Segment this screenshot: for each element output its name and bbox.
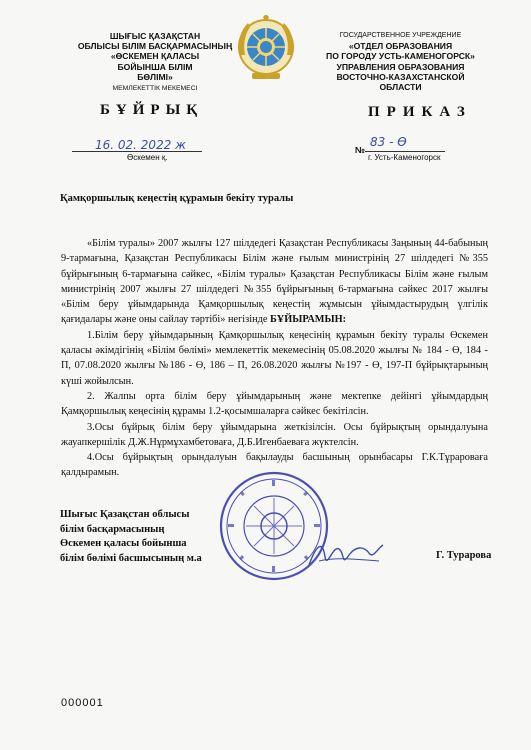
header-left-line: ШЫҒЫС ҚАЗАҚСТАН xyxy=(109,31,201,41)
body-item: 2. Жалпы орта білім беру ұйымдарының және мектепке дейінгі ұйымдардың Қамқоршылық кеңесінің құрамы 1.2-қосымшаларға сәйкес бекітілсін. xyxy=(61,390,488,418)
order-number: 83 - Ө xyxy=(370,135,407,149)
header-right-pre: ГОСУДАРСТВЕННОЕ УЧРЕЖДЕНИЕ xyxy=(339,32,462,39)
signature-line: білім бөлімі басшысының м.а xyxy=(60,552,202,564)
date-underline xyxy=(72,151,202,152)
body-item: 1.Білім беру ұйымдарының Қамқоршылық кеңесінің құрамын бекіту туралы Өскемен қаласы әкімдігінің «Білім бөлімі» мемлекеттік мекемесінің 05.08.2020 жылғы № 184 - Ө, 184 - П, 07.08.2020 жылғы №186 - Ө, 186 – П, 26.08.2020 жылғы №197 - Ө, 197-П бұйрықтарының күші жойылсын. xyxy=(61,329,488,387)
header-right-org xyxy=(298,31,503,92)
body-preamble xyxy=(61,236,488,328)
header-right-line: УПРАВЛЕНИЯ ОБРАЗОВАНИЯ xyxy=(336,61,465,72)
title-ru: ПРИКАЗ xyxy=(368,104,472,120)
signature-line: Өскемен қаласы бойынша xyxy=(60,538,187,549)
signature-line: білім басқармасының xyxy=(60,523,165,535)
header-right-line: ВОСТОЧНО-КАЗАХСТАНСКОЙ xyxy=(336,71,465,82)
signer-name: Г. Турарова xyxy=(436,550,492,561)
order-word: БҰЙЫРАМЫН: xyxy=(270,314,347,326)
document-subject: Қамқоршылық кеңестің құрамын бекіту туралы xyxy=(60,193,294,204)
number-sign: № xyxy=(355,145,366,155)
city-kz: Өскемен қ. xyxy=(127,153,168,162)
header-left-org xyxy=(60,31,250,94)
header-left-line: БӨЛІМІ» xyxy=(137,71,173,82)
signature-block xyxy=(60,508,202,566)
document-body xyxy=(61,236,488,481)
header-left-sub: МЕМЛЕКЕТТІК МЕКЕМЕСІ xyxy=(112,85,198,93)
preamble-text: «Білім туралы» 2007 жылғы 127 шілдедегі Қазақстан Республикасы Заңының 44-бабының 9-тармағына, Қазақстан Республикасы Білім және ғылым министрінің 27 шілдедегі №355 бұйрығының 6-тармағына сәйкес, «Білім туралы» Қазақстан Республикасы Білім және ғылым министрінің 2007 жылғы 27 шілдедегі №355 бұйрығының 6-тармағына сәйкес 2017 жылғы «Білім беру ұйымдарында Қамқоршылық кеңестің жұмысын ұйымдастырудың үлгілік қағидалары және оны сайлау тәртібі» негізінде xyxy=(61,238,488,326)
body-item: 3.Осы бұйрық білім беру ұйымдарына жеткізілсін. Осы бұйрықтың орындалуына жауапкершілік Д.Ж.Нұрмұхамбетоваға, Д.Б.Игенбаеваға жүктелсін. xyxy=(61,421,488,448)
header-right-line: ПО ГОРОДУ УСТЬ-КАМЕНОГОРСК» xyxy=(326,51,475,62)
header-left-line: ОБЛЫСЫ БІЛІМ БАСҚАРМАСЫНЫҢ xyxy=(77,41,233,52)
number-underline xyxy=(365,151,445,152)
handwritten-signature-icon xyxy=(305,535,385,575)
header-left-line: БОЙЫНША БІЛІМ xyxy=(117,61,193,72)
signature-line: Шығыс Қазақстан облысы xyxy=(60,509,190,520)
order-date: 16. 02. 2022 ж xyxy=(95,138,186,152)
document-serial: 000001 xyxy=(61,697,104,709)
header-right-line: «ОТДЕЛ ОБРАЗОВАНИЯ xyxy=(348,41,453,52)
header-right-line: ОБЛАСТИ xyxy=(379,82,422,93)
header-left-line: «ӨСКЕМЕН ҚАЛАСЫ xyxy=(110,51,200,62)
state-emblem-icon xyxy=(236,15,296,83)
body-item: 4.Осы бұйрықтың орындалуын бақылауды басшының орынбасары Г.К.Тұрароваға қалдырамын. xyxy=(61,452,488,479)
title-kz: БҰЙРЫҚ xyxy=(100,102,204,118)
city-ru: г. Усть-Каменогорск xyxy=(368,153,441,162)
